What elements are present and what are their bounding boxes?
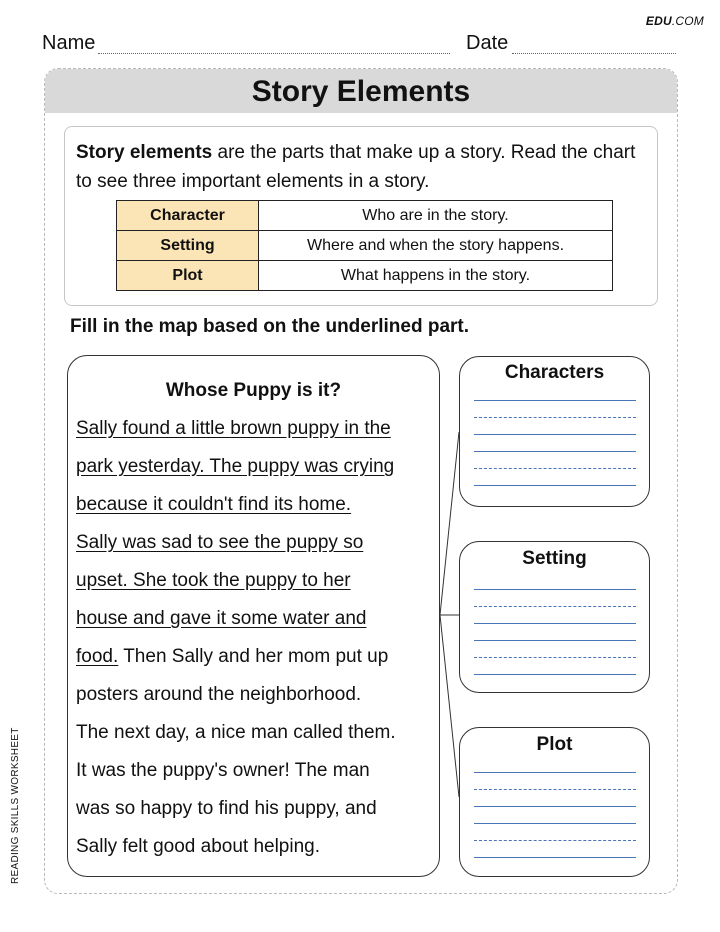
plot-write-line[interactable] — [474, 857, 636, 858]
element-term: Character — [117, 201, 259, 231]
plot-write-line[interactable] — [474, 806, 636, 807]
element-description: Who are in the story. — [259, 201, 613, 231]
instruction-text: Fill in the map based on the underlined part. — [70, 316, 470, 337]
characters-write-line[interactable] — [474, 485, 636, 486]
characters-guide-line — [474, 417, 636, 418]
story-line: because it couldn't find its home. — [76, 494, 352, 515]
setting-write-line[interactable] — [474, 640, 636, 641]
setting-label: Setting — [522, 548, 587, 569]
characters-label: Characters — [504, 362, 605, 383]
plot-write-line[interactable] — [474, 772, 636, 773]
story-line: house and gave it some water and — [76, 608, 367, 629]
setting-guide-line — [474, 606, 636, 607]
characters-write-line[interactable] — [474, 434, 636, 435]
story-line: Sally found a little brown puppy in the — [76, 418, 391, 439]
characters-write-line[interactable] — [474, 451, 636, 452]
element-term: Setting — [117, 231, 259, 261]
story-line: park yesterday. The puppy was crying — [76, 456, 395, 477]
plot-guide-line — [474, 789, 636, 790]
story-line: The next day, a nice man called them. — [76, 722, 396, 743]
element-description: What happens in the story. — [259, 261, 613, 291]
setting-guide-line — [474, 657, 636, 658]
setting-write-line[interactable] — [474, 589, 636, 590]
story-line: food. Then Sally and her mom put up — [76, 646, 389, 667]
setting-write-line[interactable] — [474, 623, 636, 624]
story-line: It was the puppy's owner! The man — [76, 760, 370, 781]
definition-term: Story elements — [76, 142, 213, 163]
plot-guide-line — [474, 840, 636, 841]
setting-write-line[interactable] — [474, 674, 636, 675]
story-line: upset. She took the puppy to her — [76, 570, 351, 591]
date-label: Date — [466, 32, 509, 54]
page-title: Story Elements — [45, 69, 677, 113]
story-line: Sally was sad to see the puppy so — [76, 532, 364, 553]
element-term: Plot — [117, 261, 259, 291]
element-description: Where and when the story happens. — [259, 231, 613, 261]
story-line: Sally felt good about helping. — [76, 836, 321, 857]
plot-label: Plot — [536, 734, 573, 755]
story-line: posters around the neighborhood. — [76, 684, 362, 705]
plot-write-line[interactable] — [474, 823, 636, 824]
characters-write-line[interactable] — [474, 400, 636, 401]
definition-text: Story elements are the parts that make up a story. Read the chart to see three important elements in a story. — [76, 142, 636, 192]
brand-logo: EDU.COM — [645, 14, 704, 28]
worksheet-type-label: READING SKILLS WORKSHEET — [10, 727, 21, 884]
name-label: Name — [42, 32, 96, 54]
story-title: Whose Puppy is it? — [165, 380, 342, 401]
story-line: was so happy to find his puppy, and — [76, 798, 377, 819]
characters-guide-line — [474, 468, 636, 469]
